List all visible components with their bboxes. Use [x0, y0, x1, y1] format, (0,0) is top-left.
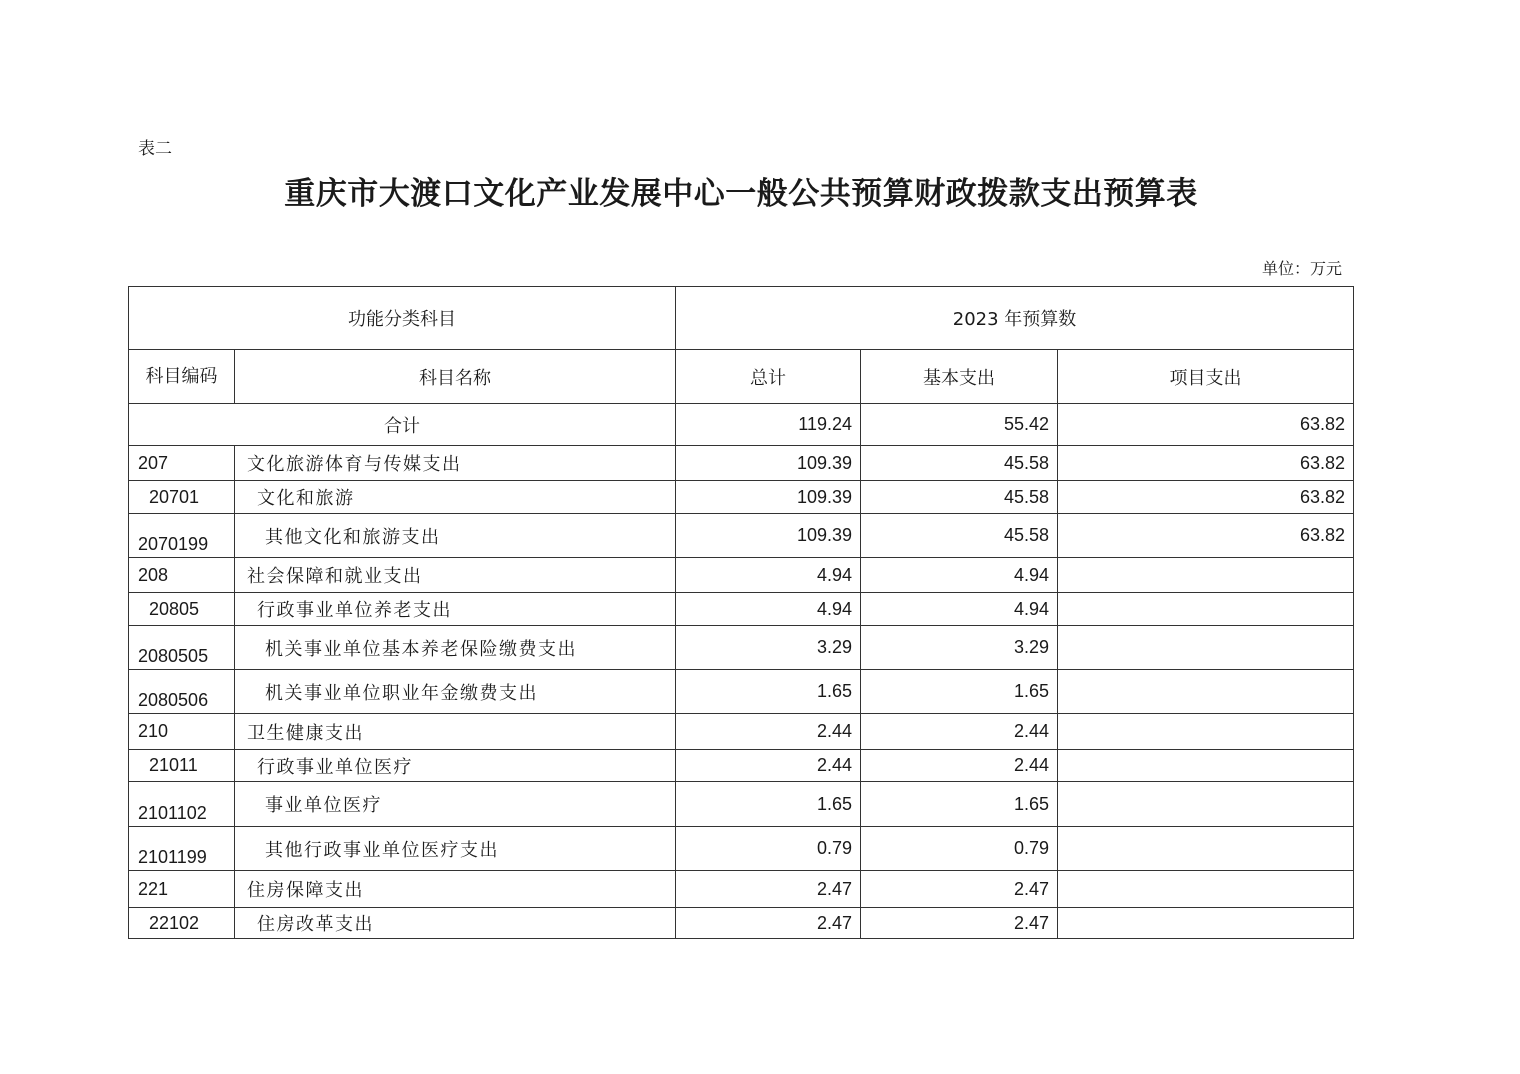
amount-project: 63.82 — [1058, 481, 1354, 514]
amount-basic: 1.65 — [861, 782, 1058, 827]
subject-code: 22102 — [129, 908, 235, 939]
table-row — [129, 714, 1354, 750]
table-row — [129, 827, 1354, 871]
amount-total: 109.39 — [676, 481, 861, 514]
header-project-expenditure: 项目支出 — [1058, 350, 1354, 404]
amount-basic: 0.79 — [861, 827, 1058, 871]
table-row — [129, 446, 1354, 481]
table-row — [129, 670, 1354, 714]
total-amount: 119.24 — [676, 404, 861, 446]
subject-name: 文化旅游体育与传媒支出 — [235, 446, 676, 481]
amount-total: 4.94 — [676, 558, 861, 593]
subject-code: 207 — [129, 446, 235, 481]
subject-name: 机关事业单位基本养老保险缴费支出 — [235, 626, 676, 670]
header-subject-code: 科目编码 — [129, 350, 235, 404]
amount-total: 109.39 — [676, 514, 861, 558]
amount-basic: 45.58 — [861, 481, 1058, 514]
subject-code: 208 — [129, 558, 235, 593]
unit-label: 单位：万元 — [1261, 259, 1342, 278]
subject-name: 文化和旅游 — [235, 481, 676, 514]
subject-name: 行政事业单位养老支出 — [235, 593, 676, 626]
table-row — [129, 782, 1354, 827]
table-row — [129, 593, 1354, 626]
subject-code: 210 — [129, 714, 235, 750]
total-label: 合计 — [129, 404, 676, 446]
table-row — [129, 871, 1354, 908]
amount-total: 109.39 — [676, 446, 861, 481]
amount-basic: 2.44 — [861, 750, 1058, 782]
amount-project — [1058, 908, 1354, 939]
amount-basic: 4.94 — [861, 558, 1058, 593]
subject-code: 221 — [129, 871, 235, 908]
subject-name: 其他行政事业单位医疗支出 — [235, 827, 676, 871]
amount-basic: 4.94 — [861, 593, 1058, 626]
budget-table — [128, 286, 1354, 939]
table-row — [129, 514, 1354, 558]
amount-project — [1058, 593, 1354, 626]
page-title: 重庆市大渡口文化产业发展中心一般公共预算财政拨款支出预算表 — [284, 176, 1198, 212]
amount-total: 2.47 — [676, 908, 861, 939]
header-basic-expenditure: 基本支出 — [861, 350, 1058, 404]
amount-project — [1058, 558, 1354, 593]
amount-total: 2.47 — [676, 871, 861, 908]
amount-basic: 45.58 — [861, 514, 1058, 558]
amount-project — [1058, 670, 1354, 714]
header-group-row — [129, 287, 1354, 350]
amount-total: 0.79 — [676, 827, 861, 871]
subject-name: 社会保障和就业支出 — [235, 558, 676, 593]
table-number-label: 表二 — [138, 139, 172, 159]
table-row — [129, 626, 1354, 670]
table-row — [129, 558, 1354, 593]
amount-total: 2.44 — [676, 750, 861, 782]
total-project: 63.82 — [1058, 404, 1354, 446]
amount-project — [1058, 782, 1354, 827]
amount-project — [1058, 827, 1354, 871]
amount-basic: 2.47 — [861, 908, 1058, 939]
amount-total: 2.44 — [676, 714, 861, 750]
amount-project: 63.82 — [1058, 446, 1354, 481]
amount-project — [1058, 750, 1354, 782]
subject-code: 20805 — [129, 593, 235, 626]
amount-project — [1058, 714, 1354, 750]
subject-name: 住房改革支出 — [235, 908, 676, 939]
amount-project — [1058, 871, 1354, 908]
table-row — [129, 908, 1354, 939]
subject-code: 2101102 — [129, 782, 235, 827]
total-row — [129, 404, 1354, 446]
header-total: 总计 — [676, 350, 861, 404]
header-budget-year: 2023 年预算数 — [676, 287, 1354, 350]
table-row — [129, 481, 1354, 514]
table-row — [129, 750, 1354, 782]
amount-total: 4.94 — [676, 593, 861, 626]
amount-project: 63.82 — [1058, 514, 1354, 558]
subject-name: 卫生健康支出 — [235, 714, 676, 750]
amount-total: 1.65 — [676, 670, 861, 714]
amount-total: 1.65 — [676, 782, 861, 827]
subject-code: 2070199 — [129, 514, 235, 558]
subject-code: 2080506 — [129, 670, 235, 714]
total-basic: 55.42 — [861, 404, 1058, 446]
amount-basic: 3.29 — [861, 626, 1058, 670]
header-function-category: 功能分类科目 — [129, 287, 676, 350]
header-subject-name: 科目名称 — [235, 350, 676, 404]
subject-code: 20701 — [129, 481, 235, 514]
amount-total: 3.29 — [676, 626, 861, 670]
subject-code: 2101199 — [129, 827, 235, 871]
subject-name: 行政事业单位医疗 — [235, 750, 676, 782]
subject-name: 事业单位医疗 — [235, 782, 676, 827]
amount-basic: 1.65 — [861, 670, 1058, 714]
amount-project — [1058, 626, 1354, 670]
subject-name: 机关事业单位职业年金缴费支出 — [235, 670, 676, 714]
header-column-row — [129, 350, 1354, 404]
amount-basic: 2.47 — [861, 871, 1058, 908]
amount-basic: 45.58 — [861, 446, 1058, 481]
amount-basic: 2.44 — [861, 714, 1058, 750]
subject-code: 2080505 — [129, 626, 235, 670]
subject-name: 住房保障支出 — [235, 871, 676, 908]
subject-name: 其他文化和旅游支出 — [235, 514, 676, 558]
subject-code: 21011 — [129, 750, 235, 782]
